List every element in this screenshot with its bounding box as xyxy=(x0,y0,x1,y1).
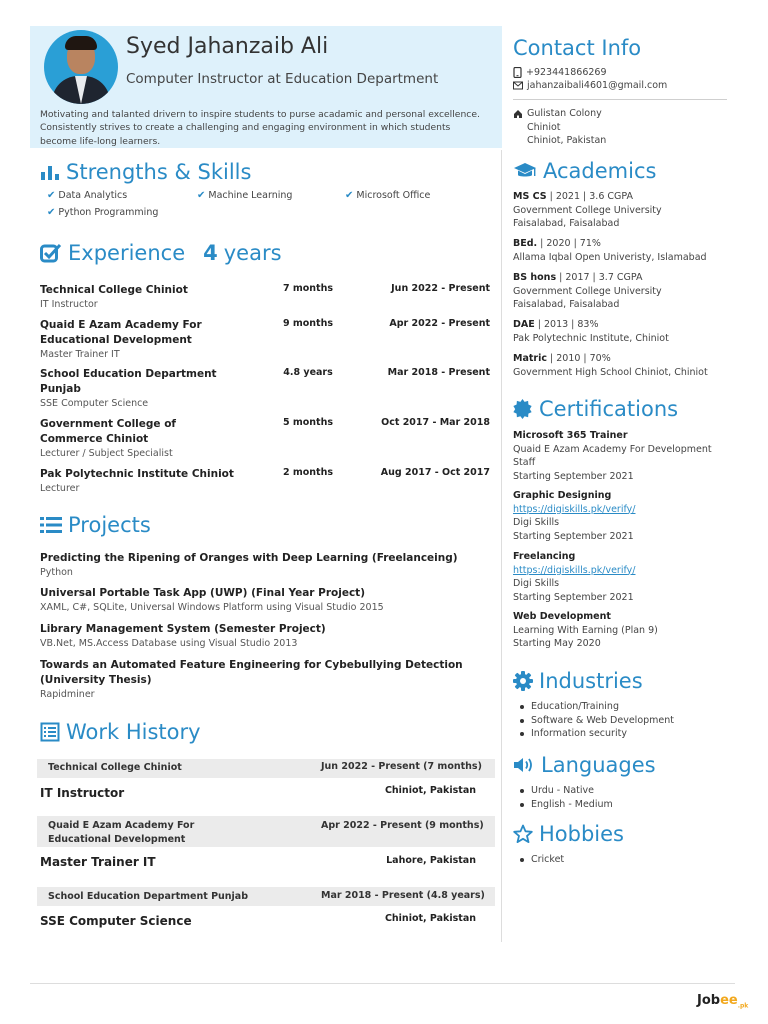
profile-summary: Motivating and talanted drivern to inspire students to purse acadamic and personal excellence. Consistently strives to create a challenging and engaging environment in which students become life-long learners. xyxy=(40,109,480,147)
certification-org: Quaid E Azam Academy For Development Staff xyxy=(513,443,712,468)
certification-org: Digi Skills xyxy=(513,578,560,589)
check-icon: ✔ xyxy=(47,207,56,218)
experience-role: Lecturer xyxy=(40,483,80,494)
certifications-heading xyxy=(513,397,678,421)
certification-item xyxy=(513,489,733,543)
languages-heading xyxy=(513,753,656,777)
check-icon: ✔ xyxy=(345,190,354,201)
contact-email-row xyxy=(513,79,667,93)
work-history-heading-text: Work History xyxy=(66,720,201,744)
academic-item xyxy=(513,190,733,231)
list-item: Cricket xyxy=(513,853,564,867)
languages-list xyxy=(513,784,613,811)
star-icon xyxy=(513,824,533,844)
contact-address xyxy=(513,107,606,148)
work-history-role: SSE Computer Science xyxy=(40,914,192,928)
work-history-heading xyxy=(40,720,201,744)
certification-item xyxy=(513,550,733,604)
experience-dates: Mar 2018 - Present xyxy=(387,367,490,378)
graduation-cap-icon xyxy=(513,162,537,180)
certifications-heading-text: Certifications xyxy=(539,397,679,421)
work-history-role: Master Trainer IT xyxy=(40,855,156,869)
skills-heading-text: Strengths & Skills xyxy=(66,160,252,184)
project-title: Universal Portable Task App (UWP) (Final Year Project) xyxy=(40,587,365,599)
contact-heading xyxy=(513,36,641,60)
experience-company: Technical College Chiniot xyxy=(40,284,188,296)
experience-duration: 9 months xyxy=(282,318,334,329)
project-tech: VB.Net, MS.Access Database using Visual Studio 2013 xyxy=(40,638,298,649)
work-history-dates: Apr 2022 - Present (9 months) xyxy=(321,820,484,831)
academic-degree: BEd. xyxy=(513,238,538,249)
experience-item xyxy=(40,417,492,460)
check-icon: ✔ xyxy=(197,190,206,201)
academic-institute: Allama Iqbal Open Univeristy, Islamabad xyxy=(513,251,707,263)
experience-dates: Oct 2017 - Mar 2018 xyxy=(381,417,490,428)
academic-degree: DAE xyxy=(513,319,535,330)
experience-role: Lecturer / Subject Specialist xyxy=(40,448,173,459)
experience-company: School Education Department Punjab xyxy=(40,368,217,395)
certification-title: Graphic Designing xyxy=(513,490,612,501)
experience-item xyxy=(40,318,492,361)
list-item: Software & Web Development xyxy=(513,714,674,728)
projects-heading-text: Projects xyxy=(68,513,151,537)
mobile-phone-icon xyxy=(513,67,522,78)
experience-years-number: 4 xyxy=(203,241,218,265)
contact-heading-text: Contact Info xyxy=(513,36,642,60)
certification-item xyxy=(513,429,733,483)
gear-icon xyxy=(513,671,533,691)
experience-item xyxy=(40,467,492,495)
academic-degree: BS hons xyxy=(513,272,557,283)
certification-title: Web Development xyxy=(513,611,611,622)
hobbies-heading-text: Hobbies xyxy=(539,822,624,846)
academic-institute: Government High School Chiniot, Chiniot xyxy=(513,366,708,378)
experience-duration: 5 months xyxy=(282,417,334,428)
address-line: Chiniot, Pakistan xyxy=(527,135,607,146)
email-icon xyxy=(513,81,523,90)
profile-title: Computer Instructor at Education Department xyxy=(126,71,439,87)
academic-location: Faisalabad, Faisalabad xyxy=(513,299,620,310)
academic-meta: | 2013 | 83% xyxy=(534,319,599,330)
experience-company: Quaid E Azam Academy For Educational Development xyxy=(40,319,202,346)
speaker-icon xyxy=(513,756,535,774)
project-title: Library Management System (Semester Project) xyxy=(40,623,326,635)
address-line: Gulistan Colony xyxy=(527,108,602,119)
skill-item: ✔ Python Programming xyxy=(47,207,159,218)
column-divider xyxy=(501,150,502,942)
certification-date: Starting September 2021 xyxy=(513,530,634,542)
experience-duration: 2 months xyxy=(282,467,334,478)
experience-item xyxy=(40,367,492,410)
work-history-company: School Education Department Punjab xyxy=(48,891,249,902)
work-history-dates: Mar 2018 - Present (4.8 years) xyxy=(321,890,485,901)
experience-heading xyxy=(40,241,282,265)
academics-heading xyxy=(513,159,656,183)
work-history-bar xyxy=(37,759,495,778)
certification-item xyxy=(513,610,733,651)
brand-suffix: .pk xyxy=(737,1002,749,1010)
academic-item xyxy=(513,352,733,379)
academic-meta: | 2010 | 70% xyxy=(546,353,611,364)
academic-institute: Pak Polytechnic Institute, Chiniot xyxy=(513,332,669,344)
work-history-company: Quaid E Azam Academy For Educational Development xyxy=(48,820,195,845)
certification-date: Starting May 2020 xyxy=(513,638,601,649)
profile-name: Syed Jahanzaib Ali xyxy=(126,34,329,59)
checkbox-icon xyxy=(40,243,62,263)
skill-item: ✔ Data Analytics xyxy=(47,190,128,201)
skills-heading xyxy=(40,160,251,184)
address-line: Chiniot xyxy=(527,121,561,133)
certification-org: Digi Skills xyxy=(513,517,560,528)
work-history-location: Lahore, Pakistan xyxy=(386,855,476,866)
project-tech: Python xyxy=(40,567,73,578)
hobbies-list xyxy=(513,853,564,867)
experience-role: IT Instructor xyxy=(40,299,98,310)
certification-link[interactable]: https://digiskills.pk/verify/ xyxy=(513,503,636,515)
brand-prefix: Job xyxy=(697,993,721,1008)
projects-heading xyxy=(40,513,151,537)
languages-heading-text: Languages xyxy=(541,753,656,777)
hobbies-heading xyxy=(513,822,624,846)
project-title: Towards an Automated Feature Engineering for Cybebullying Detection (University Thesis) xyxy=(40,659,463,686)
certificate-badge-icon xyxy=(513,399,533,419)
check-icon: ✔ xyxy=(47,190,56,201)
home-icon xyxy=(513,109,523,119)
academics-heading-text: Academics xyxy=(543,159,657,183)
project-tech: XAML, C#, SQLite, Universal Windows Platform using Visual Studio 2015 xyxy=(40,602,384,613)
academic-meta: | 2021 | 3.6 CGPA xyxy=(546,191,633,202)
certification-date: Starting September 2021 xyxy=(513,591,634,603)
experience-heading-text: Experience xyxy=(68,241,186,265)
contact-phone[interactable]: +923441866269 xyxy=(526,67,607,78)
academic-item xyxy=(513,318,733,345)
academic-degree: MS CS xyxy=(513,191,547,202)
work-history-bar xyxy=(37,816,495,847)
contact-phone-row xyxy=(513,66,607,80)
list-item: Urdu - Native xyxy=(513,784,613,798)
contact-divider xyxy=(513,99,727,100)
work-history-role: IT Instructor xyxy=(40,786,125,800)
brand-accent: ee xyxy=(720,993,738,1008)
footer-divider xyxy=(30,983,735,984)
bar-chart-icon xyxy=(40,163,60,181)
skill-item: ✔ Machine Learning xyxy=(197,190,293,201)
experience-company: Government College of Commerce Chiniot xyxy=(40,418,176,445)
list-icon xyxy=(40,516,62,534)
academic-degree: Matric xyxy=(513,353,547,364)
skill-item: ✔ Microsoft Office xyxy=(345,190,431,201)
project-item xyxy=(40,658,495,701)
experience-duration: 7 months xyxy=(282,283,334,294)
experience-company: Pak Polytechnic Institute Chiniot xyxy=(40,468,234,480)
experience-dates: Apr 2022 - Present xyxy=(389,318,490,329)
avatar xyxy=(44,30,118,104)
industries-list xyxy=(513,700,674,741)
project-item xyxy=(40,622,495,650)
experience-role: Master Trainer IT xyxy=(40,349,120,360)
project-title: Predicting the Ripening of Oranges with Deep Learning (Freelanceing) xyxy=(40,552,458,564)
industries-heading-text: Industries xyxy=(539,669,643,693)
academic-meta: | 2017 | 3.7 CGPA xyxy=(556,272,643,283)
project-tech: Rapidminer xyxy=(40,689,95,700)
certification-title: Freelancing xyxy=(513,551,576,562)
project-item xyxy=(40,551,495,579)
academic-institute: Government College University xyxy=(513,204,662,216)
contact-email[interactable]: jahanzaibali4601@gmail.com xyxy=(527,80,668,91)
brand-logo[interactable] xyxy=(697,993,748,1010)
work-history-company: Technical College Chiniot xyxy=(48,762,182,773)
industries-heading xyxy=(513,669,643,693)
certification-date: Starting September 2021 xyxy=(513,470,634,482)
document-list-icon xyxy=(40,722,60,742)
work-history-dates: Jun 2022 - Present (7 months) xyxy=(321,761,482,772)
certification-link[interactable]: https://digiskills.pk/verify/ xyxy=(513,564,636,576)
experience-item xyxy=(40,283,492,311)
academic-institute: Government College University xyxy=(513,285,662,297)
work-history-location: Chiniot, Pakistan xyxy=(384,785,476,796)
experience-dates: Aug 2017 - Oct 2017 xyxy=(380,467,490,478)
academic-location: Faisalabad, Faisalabad xyxy=(513,218,620,229)
list-item: English - Medium xyxy=(513,798,613,812)
list-item: Information security xyxy=(513,727,674,741)
experience-role: SSE Computer Science xyxy=(40,398,149,409)
experience-dates: Jun 2022 - Present xyxy=(391,283,490,294)
academic-item xyxy=(513,237,733,264)
certification-org: Learning With Earning (Plan 9) xyxy=(513,624,658,636)
profile-header xyxy=(30,26,502,148)
experience-years-label: years xyxy=(223,241,282,265)
academic-item xyxy=(513,271,733,312)
project-item xyxy=(40,586,495,614)
list-item: Education/Training xyxy=(513,700,674,714)
academic-meta: | 2020 | 71% xyxy=(537,238,601,249)
work-history-location: Chiniot, Pakistan xyxy=(384,913,476,924)
certification-title: Microsoft 365 Trainer xyxy=(513,430,628,441)
experience-duration: 4.8 years xyxy=(283,367,333,378)
work-history-bar xyxy=(37,887,495,906)
